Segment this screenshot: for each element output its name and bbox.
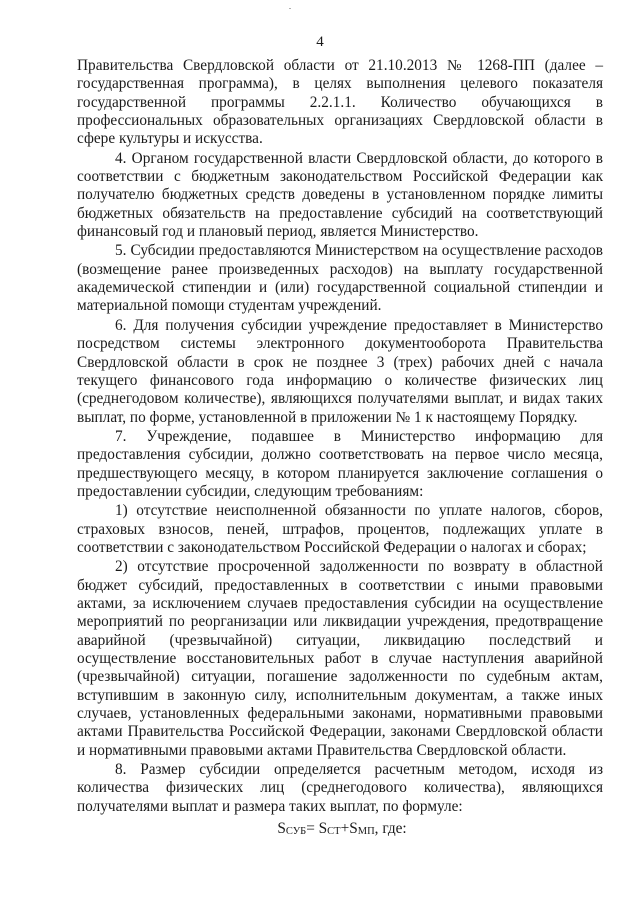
scan-artifact xyxy=(289,8,291,9)
requirement-1: 1) отсутствие неисполненной обязанности по уплате налогов, сборов, страховых взносов, пеней, штрафов, процентов, подлежащих уплате в соответствии с законодательством Российской Федерации о налогах и сборах; xyxy=(77,502,603,556)
requirement-2: 2) отсутствие просроченной задолженности по возврату в областной бюджет субсидий, предоставленных в соответствии с иными правовыми актами, за исключением случаев предоставления субсидии на осуществление мероприятий по реорганизации или ликвидации учреждения, предотвращение аварийной (чрезвычайной) ситуации, ликвидацию последствий и осуществление восстановительных работ в случае наступления аварийной (чрезвычайной) ситуации, погашение задолженности по судебным актам, вступившим в законную силу, исполнительным документам, а также иных случаев, установленных федеральными законами, нормативными правовыми актами Правительства Российской Федерации, законами Свердловской области и нормативными правовыми актами Правительства Свердловской области. xyxy=(77,558,603,759)
body-text xyxy=(77,57,603,816)
paragraph-5: 5. Субсидии предоставляются Министерством на осуществление расходов (возмещение ранее произведенных расходов) на выплату государственной академической стипендии и (или) государственной социальной стипендии и материальной помощи студентам учреждений. xyxy=(77,242,603,315)
paragraph-continuation: Правительства Свердловской области от 21.10.2013 № 1268-ПП (далее – государственная программа), в целях выполнения целевого показателя государственной программы 2.2.1.1. Количество обучающихся в профессиональных образовательных организациях Свердловской области в сфере культуры и искусства. xyxy=(77,57,603,148)
formula-plus: + xyxy=(340,820,350,837)
formula-term2-symbol: S xyxy=(349,820,358,837)
subsidy-formula xyxy=(0,820,640,838)
formula-lhs-subscript: СУБ xyxy=(285,826,307,837)
formula-equals: = xyxy=(306,820,319,837)
formula-term1-symbol: S xyxy=(318,820,328,837)
formula-term1-subscript: СТ xyxy=(327,826,341,837)
paragraph-7: 7. Учреждение, подавшее в Министерство информацию для предоставления субсидии, должно соответствовать на первое число месяца, предшествующего месяцу, в котором планируется заключение соглашения о предоставлении субсидии, следующим требованиям: xyxy=(77,427,603,500)
formula-suffix: , где: xyxy=(374,820,407,837)
paragraph-6: 6. Для получения субсидии учреждение предоставляет в Министерство посредством системы электронного документооборота Правительства Свердловской области в срок не позднее 3 (трех) рабочих дней с начала текущего финансового года информацию о количестве физических лиц (среднегодовом количестве), являющихся получателями выплат, и видах таких выплат, по форме, установленной в приложении № 1 к настоящему Порядку. xyxy=(77,316,603,426)
formula-term2-subscript: МП xyxy=(357,826,375,837)
paragraph-4: 4. Органом государственной власти Свердловской области, до которого в соответствии с бюджетным законодательством Российской Федерации как получателю бюджетных средств доведены в установленном порядке лимиты бюджетных обязательств на предоставление субсидий на соответствующий финансовый год и плановый период, является Министерство. xyxy=(77,149,603,241)
page-number: 4 xyxy=(316,34,324,50)
paragraph-8: 8. Размер субсидии определяется расчетным методом, исходя из количества физических лиц (среднегодового количества), являющихся получателями выплат и размера таких выплат, по формуле: xyxy=(77,761,603,815)
formula-lhs-symbol: S xyxy=(277,820,286,837)
